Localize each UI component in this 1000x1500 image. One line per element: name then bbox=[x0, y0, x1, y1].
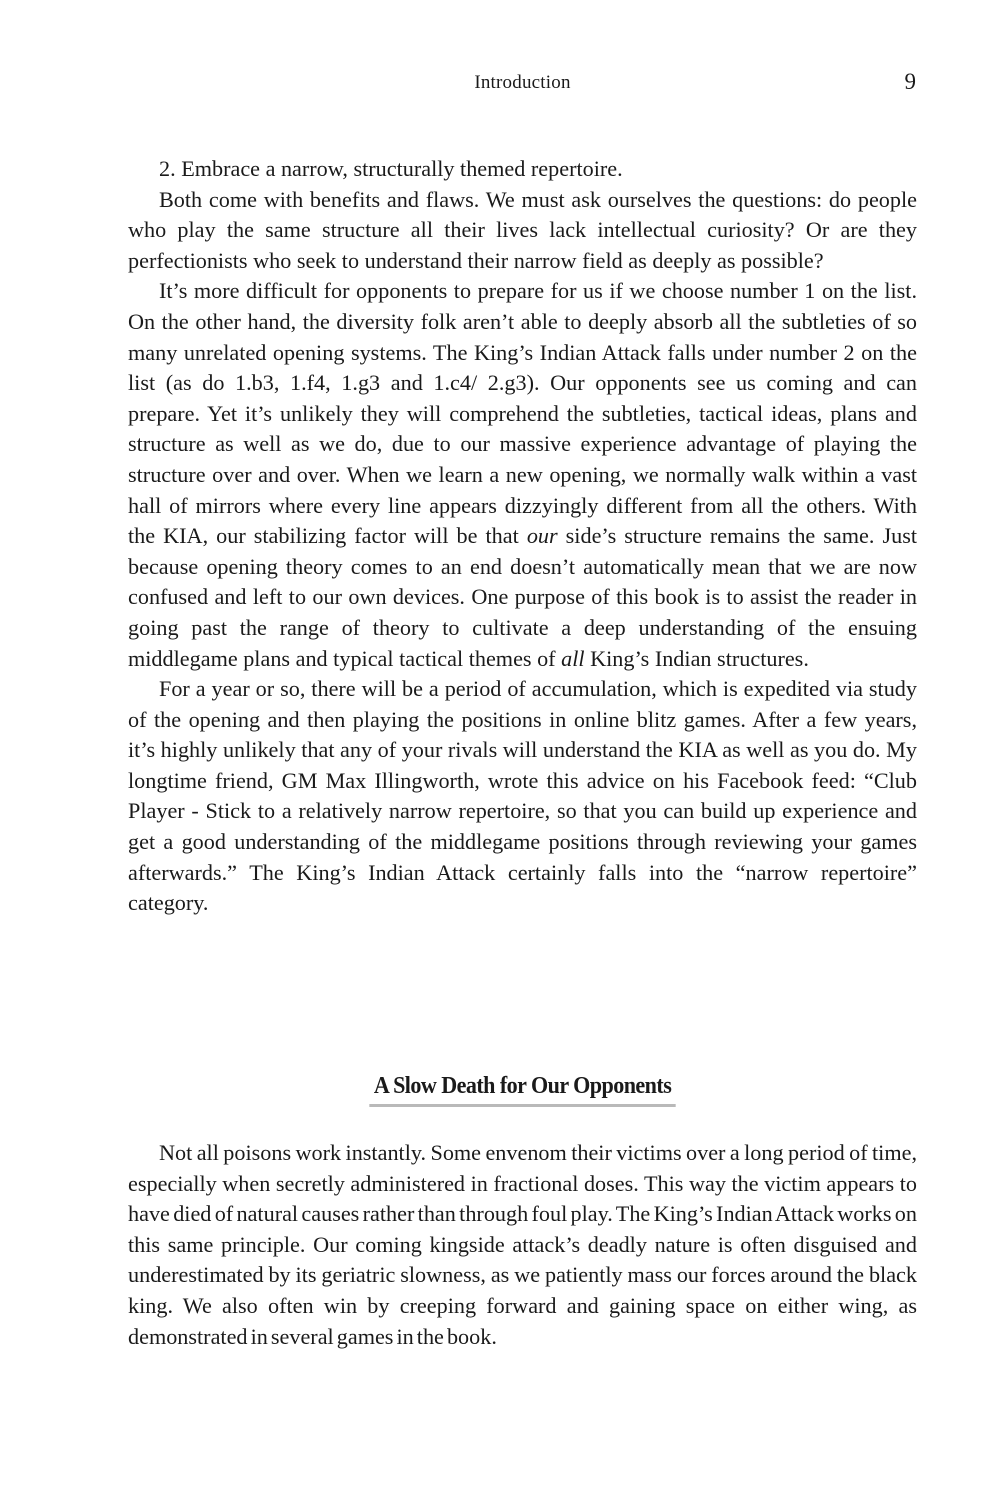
running-title: Introduction bbox=[474, 72, 571, 93]
paragraph-3-part-b: side’s structure remains the same. Just because opening theory comes to an end doesn’t automatically mean that we are now confused and left to our own devices. One purpose of this book is to assist the reader in going past the range of theory to cultivate a deep understanding of the ensuing middlegame plans and typical tactical themes of bbox=[128, 523, 917, 671]
section-paragraph-1: Not all poisons work instantly. Some envenom their victims over a long period of time, especially when secretly administered in fractional doses. This way the victim appears to have died of natural causes rather than through foul play. The King’s Indian Attack works on this same principle. Our coming kingside attack’s deadly nature is often disguised and underestimated by its geriatric slowness, as we patiently mass our forces around the black king. We also often win by creeping forward and gaining space on either wing, as demonstrated in several games in the book. bbox=[128, 1140, 917, 1349]
section-heading bbox=[0, 1073, 1000, 1107]
paragraph-3-part-a: It’s more difficult for opponents to prepare for us if we choose number 1 on the list. On the other hand, the diversity folk aren’t able to deeply absorb all the subtleties of so many unrelated opening systems. The King’s Indian Attack falls under number 2 on the list (as do 1.b3, 1.f4, 1.g3 and 1.c4/ 2.g3). Our opponents see us coming and can prepare. Yet it’s unlikely they will comprehend the subtleties, tactical ideas, plans and structure as well as we do, due to our massive experience advantage of playing the structure over and over. When we learn a new opening, we normally walk within a vast hall of mirrors where every line appears dizzyingly different from all the others. With the KIA, our stabilizing factor will be that bbox=[128, 278, 917, 549]
emphasis-all: all bbox=[561, 645, 585, 671]
paragraph-3-part-c: King’s Indian structures. bbox=[584, 645, 809, 671]
paragraph-1: 2. Embrace a narrow, structurally themed repertoire. bbox=[159, 156, 623, 181]
running-head bbox=[0, 70, 1000, 100]
paragraph-2: Both come with benefits and flaws. We must ask ourselves the questions: do people who play the same structure all their lives lack intellectual curiosity? Or are they perfectionists who seek to understand their narrow field as deeply as possible? bbox=[128, 186, 917, 273]
emphasis-our: our bbox=[526, 523, 558, 549]
page-number: 9 bbox=[904, 69, 916, 94]
section-body-text bbox=[128, 1138, 917, 1352]
paragraph-4: For a year or so, there will be a period of accumulation, which is expedited via study of the opening and then playing the positions in online blitz games. After a few years, it’s highly unlikely that any of your rivals will understand the KIA as well as you do. My longtime friend, GM Max Illingworth, wrote this advice on his Facebook feed: “Club Player - Stick to a relatively narrow repertoire, so that you can build up experience and get a good understanding of the middlegame positions through reviewing your games afterwards.” The King’s Indian Attack certainly falls into the “narrow repertoire” category. bbox=[128, 676, 917, 916]
section-heading-text: A Slow Death for Our Opponents bbox=[369, 1073, 676, 1107]
body-text bbox=[128, 154, 917, 919]
paragraph-3 bbox=[128, 276, 917, 674]
